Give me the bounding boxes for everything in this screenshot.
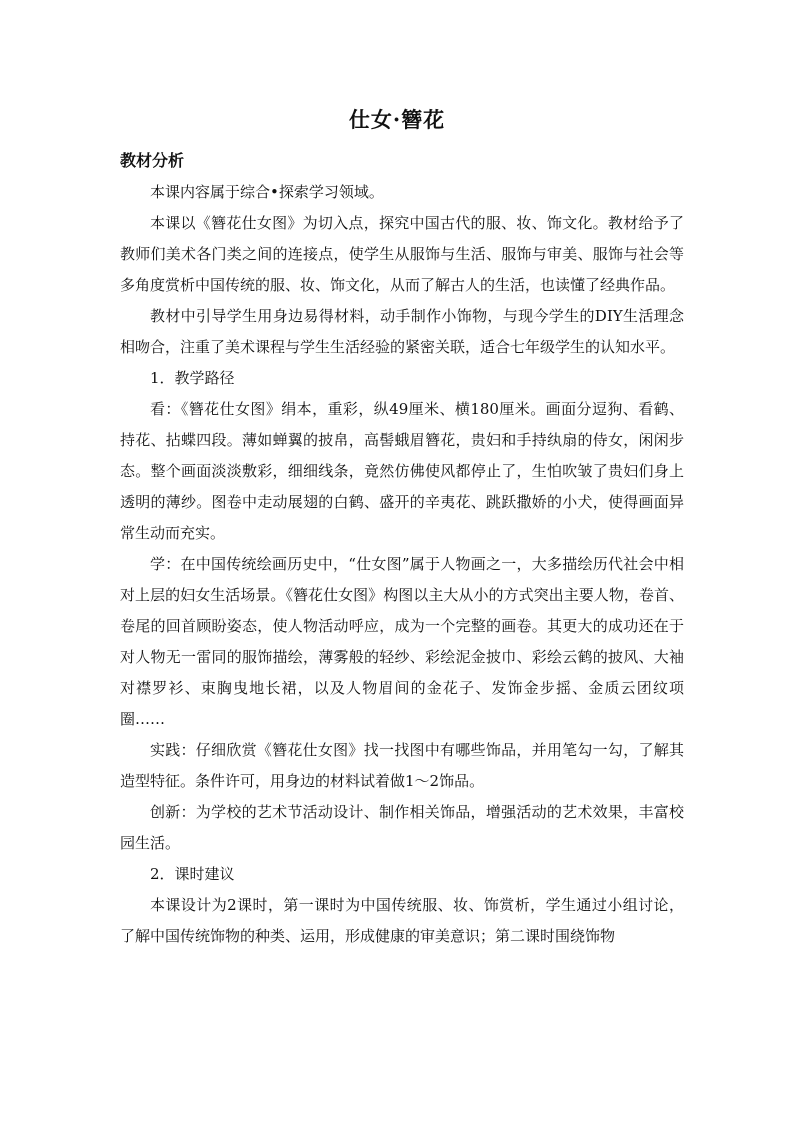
section-heading: 教材分析 [120, 151, 185, 170]
page-title: 仕女·簪花 [348, 107, 446, 132]
paragraph-look: 看：《簪花仕女图》绢本，重彩，纵49厘米、横180厘米。画面分逗狗、看鹤、持花、拈蝶四段。薄如蝉翼的披帛，高髻蛾眉簪花，贵妇和手持纨扇的侍女，闲闲步态。整个画面淡淡敷彩，细细线条，竟然仿佛使风都停止了，生怕吹皱了贵妇们身上透明的薄纱。图卷中走动展翅的白鹤、盛开的辛夷花、跳跃撒娇的小犬，使得画面异常生动而充实。 [120, 400, 684, 542]
paragraph-materials: 教材中引导学生用身边易得材料，动手制作小饰物，与现今学生的DIY生活理念相吻合，注重了美术课程与学生生活经验的紧密关联，适合七年级学生的认知水平。 [120, 307, 684, 356]
paragraph-learn: 学：在中国传统绘画历史中，“仕女图”属于人物画之一，大多描绘历代社会中相对上层的妇女生活场景。《簪花仕女图》构图以主大从小的方式突出主要人物，卷首、卷尾的回首顾盼姿态，使人物活动呼应，成为一个完整的画卷。其更大的成功还在于对人物无一雷同的服饰描绘，薄雾般的轻纱、彩绘泥金披巾、彩绘云鹤的披风、大袖对襟罗衫、束胸曳地长裙，以及人物眉间的金花子、发饰金步摇、金质云团纹项圈…… [120, 555, 684, 728]
subheading-lesson-hours: 2．课时建议 [150, 865, 235, 883]
subheading-teaching-path: 1．教学路径 [150, 369, 235, 387]
paragraph-innovate: 创新：为学校的艺术节活动设计、制作相关饰品，增强活动的艺术效果，丰富校园生活。 [120, 803, 684, 852]
paragraph-practice: 实践：仔细欣赏《簪花仕女图》找一找图中有哪些饰品，并用笔勾一勾，了解其造型特征。条件许可，用身边的材料试着做1～2饰品。 [120, 741, 684, 790]
paragraph-intro: 本课以《簪花仕女图》为切入点，探究中国古代的服、妆、饰文化。教材给予了教师们美术各门类之间的连接点，使学生从服饰与生活、服饰与审美、服饰与社会等多角度赏析中国传统的服、妆、饰文化，从而了解古人的生活，也读懂了经典作品。 [120, 214, 684, 294]
paragraph-scope: 本课内容属于综合•探索学习领域。 [150, 183, 384, 201]
document-body [120, 177, 684, 952]
paragraph-lesson-plan: 本课设计为2课时，第一课时为中国传统服、妆、饰赏析，学生通过小组讨论，了解中国传统饰物的种类、运用，形成健康的审美意识；第二课时围绕饰物 [120, 896, 684, 945]
